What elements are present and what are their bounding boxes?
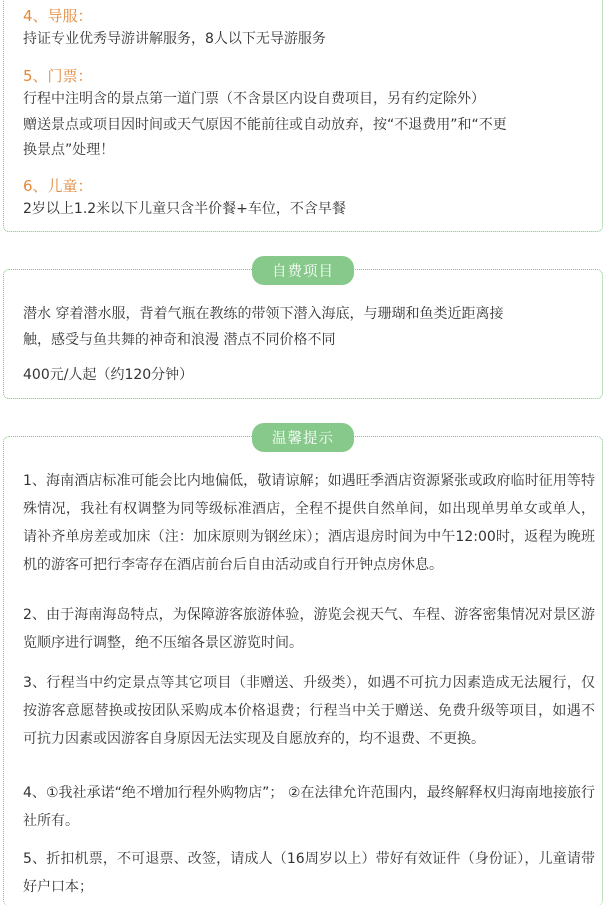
tip-item: 1、海南酒店标准可能会比内地偏低，敬请谅解；如遇旺季酒店资源紧张或政府临时征用等特殊情况，我社有权调整为同等级标准酒店，全程不提供自然单间，如出现单男单女或单人，请补齐单房差或加床（注：加床原则为钢丝床）；酒店退房时间为中午12:00时，返程为晚班机的游客可把行李寄存在酒店前台后自由活动或自行开钟点房休息。 bbox=[23, 473, 595, 573]
tips-title: 温馨提示 bbox=[252, 423, 354, 452]
tip-item: 2、由于海南海岛特点，为保障游客旅游体验，游览会视天气、车程、游客密集情况对景区游览顺序进行调整，绝不压缩各景区游览时间。 bbox=[23, 607, 595, 651]
ticket-text-line: 赠送景点或项目因时间或天气原因不能前往或自动放弃，按“不退费用”和“不更 bbox=[23, 117, 507, 133]
optional-items-title: 自费项目 bbox=[252, 256, 354, 285]
tips-card bbox=[3, 431, 603, 906]
optional-price: 400元/人起（约120分钟） bbox=[23, 367, 194, 383]
optional-desc-line: 潜水 穿着潜水服，背着气瓶在教练的带领下潜入海底，与珊瑚和鱼类近距离接 bbox=[23, 306, 504, 322]
notes-card bbox=[3, 0, 603, 232]
ticket-heading: 5、门票： bbox=[23, 67, 93, 85]
child-text: 2岁以上1.2米以下儿童只含半价餐+车位，不含早餐 bbox=[23, 201, 346, 217]
ticket-text-line: 换景点”处理！ bbox=[23, 142, 115, 158]
guide-heading: 4、导服： bbox=[23, 7, 93, 25]
tip-item: 4、①我社承诺“绝不增加行程外购物店”； ②在法律允许范围内，最终解释权归海南地接旅行社所有。 bbox=[23, 785, 595, 829]
guide-text: 持证专业优秀导游讲解服务，8人以下无导游服务 bbox=[23, 31, 326, 47]
optional-desc-line: 触，感受与鱼共舞的神奇和浪漫 潜点不同价格不同 bbox=[23, 332, 336, 348]
tip-item: 3、行程当中约定景点等其它项目（非赠送、升级类），如遇不可抗力因素造成无法履行，仅按游客意愿替换或按团队采购成本价格退费；行程当中关于赠送、免费升级等项目，如遇不可抗力因素或因游客自身原因无法实现及自愿放弃的，均不退费、不更换。 bbox=[23, 675, 595, 747]
optional-items-card bbox=[3, 264, 603, 399]
child-heading: 6、儿童： bbox=[23, 177, 93, 195]
ticket-text-line: 行程中注明含的景点第一道门票（不含景区内设自费项目，另有约定除外） bbox=[23, 91, 485, 107]
tip-item: 5、折扣机票，不可退票、改签，请成人（16周岁以上）带好有效证件（身份证），儿童请带好户口本； bbox=[23, 851, 595, 895]
